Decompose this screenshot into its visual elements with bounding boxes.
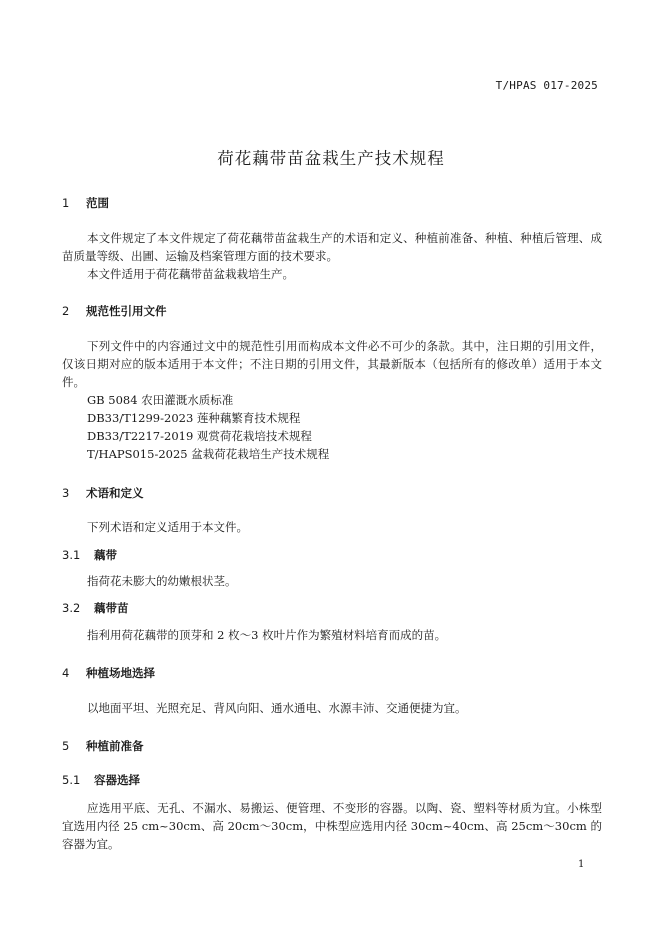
term-definition-text: 指荷花未膨大的幼嫩根状茎。 bbox=[87, 574, 237, 588]
term-number: 3.1 bbox=[62, 548, 81, 562]
reference-list bbox=[87, 391, 329, 463]
terms-paragraph bbox=[62, 518, 602, 536]
term-title: 藕带 bbox=[94, 548, 117, 562]
subsection-heading-container bbox=[62, 772, 140, 788]
term-title: 藕带苗 bbox=[94, 601, 129, 615]
section-title: 范围 bbox=[86, 196, 109, 210]
scope-text-2: 本文件适用于荷花藕带苗盆栽栽培生产。 bbox=[87, 267, 294, 281]
document-number: T/HPAS 017-2025 bbox=[495, 79, 598, 92]
container-selection-paragraph bbox=[62, 799, 602, 853]
section-number: 2 bbox=[62, 304, 70, 318]
section-number: 1 bbox=[62, 196, 70, 210]
section-title: 种植场地选择 bbox=[86, 666, 155, 680]
reference-item: T/HAPS015-2025 盆栽荷花栽培生产技术规程 bbox=[87, 447, 330, 461]
reference-item: GB 5084 农田灌溉水质标准 bbox=[87, 393, 234, 407]
section-number: 3 bbox=[62, 486, 70, 500]
section-title: 术语和定义 bbox=[86, 486, 144, 500]
section-heading-site-selection bbox=[62, 665, 155, 681]
term-heading-oudaimiao bbox=[62, 600, 129, 616]
term-heading-oudai bbox=[62, 547, 117, 563]
section-number: 4 bbox=[62, 666, 70, 680]
terms-intro-text: 下列术语和定义适用于本文件。 bbox=[87, 520, 248, 534]
section-heading-scope bbox=[62, 195, 109, 211]
section-heading-normative-references bbox=[62, 303, 167, 319]
section-title: 种植前准备 bbox=[86, 739, 144, 753]
scope-text-1: 本文件规定了本文件规定了荷花藕带苗盆栽生产的术语和定义、种植前准备、种植、种植后管理、成苗质量等级、出圃、运输及档案管理方面的技术要求。 bbox=[62, 231, 602, 263]
subsection-title: 容器选择 bbox=[94, 773, 140, 787]
site-selection-paragraph bbox=[62, 699, 602, 717]
reference-item: DB33/T2217-2019 观赏荷花栽培技术规程 bbox=[87, 429, 312, 443]
term-definition-text: 指利用荷花藕带的顶芽和 2 枚～3 枚叶片作为繁殖材料培育而成的苗。 bbox=[87, 628, 447, 642]
reference-item: DB33/T1299-2023 莲种藕繁育技术规程 bbox=[87, 411, 301, 425]
container-selection-text: 应选用平底、无孔、不漏水、易搬运、便管理、不变形的容器。以陶、瓷、塑料等材质为宜。小株型宜选用内径 25 cm~30cm、高 20cm～30cm，中株型应选用内径 30cm~40cm、高 25cm～30cm 的容器为宜。 bbox=[62, 801, 602, 851]
references-paragraph bbox=[62, 337, 602, 391]
section-heading-preparation bbox=[62, 738, 144, 754]
page-number: 1 bbox=[578, 859, 585, 870]
term-number: 3.2 bbox=[62, 601, 81, 615]
term-definition-oudaimiao bbox=[62, 626, 602, 644]
section-heading-terms bbox=[62, 485, 144, 501]
section-title: 规范性引用文件 bbox=[86, 304, 167, 318]
section-number: 5 bbox=[62, 739, 70, 753]
document-title: 荷花藕带苗盆栽生产技术规程 bbox=[217, 149, 445, 168]
site-selection-text: 以地面平坦、光照充足、背风向阳、通水通电、水源丰沛、交通便捷为宜。 bbox=[87, 701, 467, 715]
subsection-number: 5.1 bbox=[62, 773, 81, 787]
references-intro-text: 下列文件中的内容通过文中的规范性引用而构成本文件必不可少的条款。其中，注日期的引用文件，仅该日期对应的版本适用于本文件；不注日期的引用文件，其最新版本（包括所有的修改单）适用于本文件。 bbox=[62, 339, 602, 389]
scope-paragraph bbox=[62, 229, 602, 283]
term-definition-oudai bbox=[62, 572, 602, 590]
